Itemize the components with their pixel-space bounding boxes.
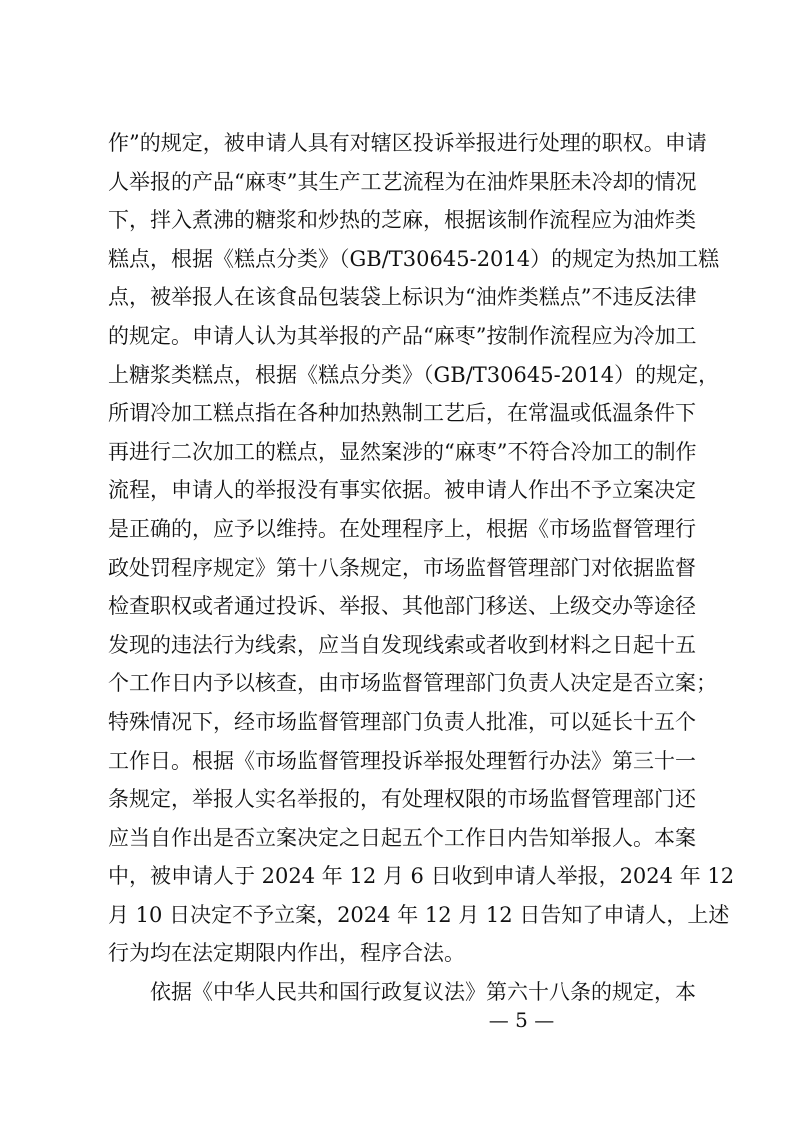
paragraph [108, 124, 735, 973]
text-line: 条规定，举报人实名举报的，有处理权限的市场监督管理部门还 [108, 787, 696, 812]
text-line: 个工作日内予以核查，由市场监督管理部门负责人决定是否立案； [108, 671, 717, 696]
text-line: 上糖浆类糕点，根据《糕点分类》（GB/T30645-2014）的规定， [108, 362, 720, 387]
text-line: 特殊情况下，经市场监督管理部门负责人批准，可以延长十五个 [108, 709, 696, 734]
text-line: 应当自作出是否立案决定之日起五个工作日内告知举报人。本案 [108, 825, 696, 850]
text-line: 工作日。根据《市场监督管理投诉举报处理暂行办法》第三十一 [108, 748, 696, 773]
text-line: 所谓冷加工糕点指在各种加热熟制工艺后，在常温或低温条件下 [108, 401, 696, 426]
page-number: — 5 — [488, 1008, 555, 1032]
text-line: 作”的规定，被申请人具有对辖区投诉举报进行处理的职权。申请 [108, 131, 707, 155]
text-line: 点，被举报人在该食品包装袋上标识为“油炸类糕点”不违反法律 [108, 285, 697, 310]
text-line: 行为均在法定期限内作出，程序合法。 [108, 941, 465, 966]
text-line: 流程，申请人的举报没有事实依据。被申请人作出不予立案决定 [108, 478, 696, 503]
text-line: 是正确的，应予以维持。在处理程序上，根据《市场监督管理行 [108, 516, 696, 541]
text-line: 检查职权或者通过投诉、举报、其他部门移送、上级交办等途径 [108, 594, 696, 619]
text-line: 再进行二次加工的糕点，显然案涉的“麻枣”不符合冷加工的制作 [108, 439, 697, 464]
text-line: 政处罚程序规定》第十八条规定，市场监督管理部门对依据监督 [108, 555, 696, 580]
text-line: 中，被申请人于 2024 年 12 月 6 日收到申请人举报，2024 年 12 [108, 864, 735, 889]
text-line: 的规定。申请人认为其举报的产品“麻枣”按制作流程应为冷加工 [108, 323, 697, 348]
text-line: 人举报的产品“麻枣”其生产工艺流程为在油炸果胚未冷却的情况 [108, 169, 697, 194]
paragraph [108, 973, 696, 1012]
text-line: 糕点，根据《糕点分类》（GB/T30645-2014）的规定为热加工糕 [108, 246, 720, 271]
text-line: 依据《中华人民共和国行政复议法》第六十八条的规定，本 [150, 980, 696, 1005]
text-line: 发现的违法行为线索，应当自发现线索或者收到材料之日起十五 [108, 632, 696, 657]
text-line: 月 10 日决定不予立案，2024 年 12 月 12 日告知了申请人，上述 [108, 902, 730, 927]
document-body [108, 124, 735, 1012]
text-line: 下，拌入煮沸的糖浆和炒热的芝麻，根据该制作流程应为油炸类 [108, 208, 696, 233]
